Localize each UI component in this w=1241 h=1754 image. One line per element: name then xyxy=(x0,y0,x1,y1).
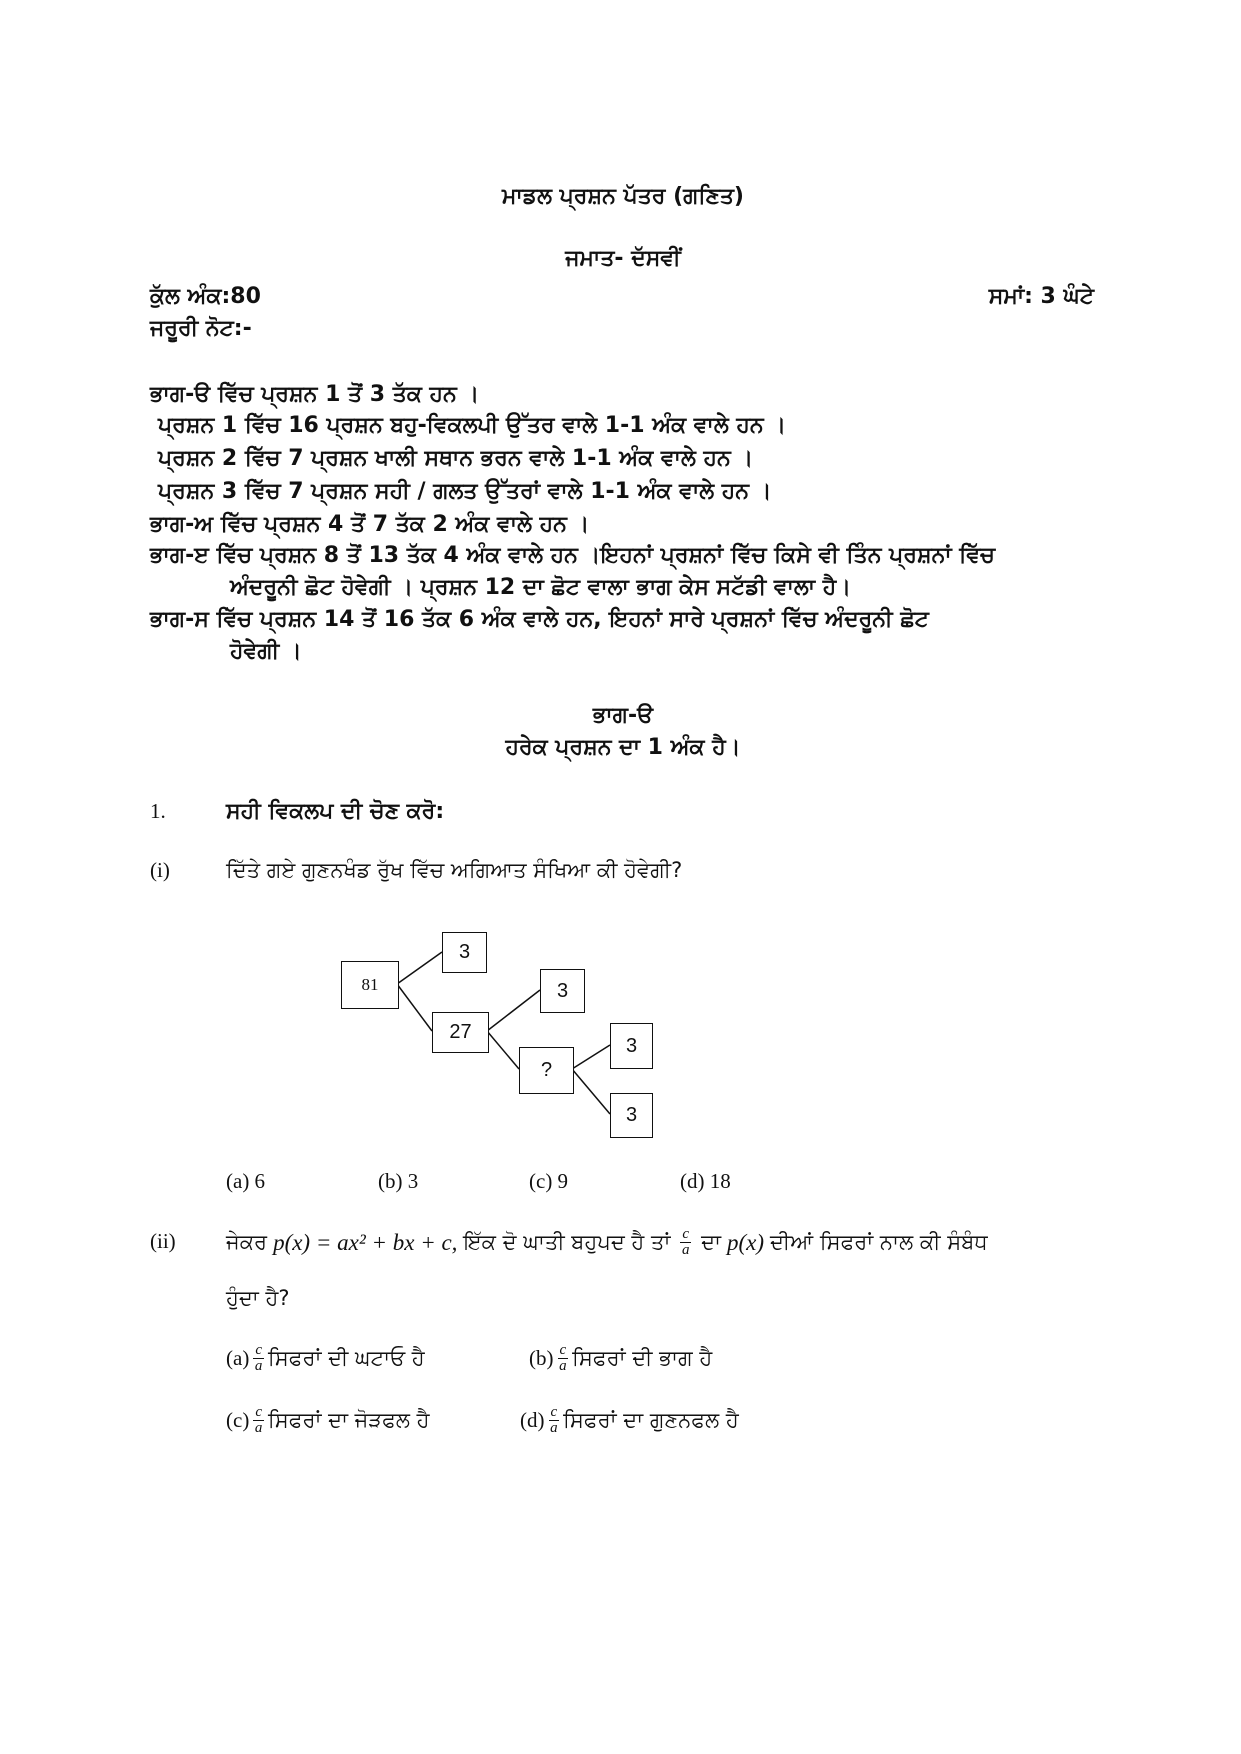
fraction-c-over-a: $\frac{c}{a}$ xyxy=(254,1403,263,1436)
subquestion-text-line2: ਹੁੰਦਾ ਹੈ? xyxy=(226,1286,290,1310)
option-b: (b) 3 xyxy=(378,1169,419,1193)
total-marks: ਕੁੱਲ ਅੰਕ:80 xyxy=(150,284,261,309)
px: p(x) xyxy=(726,1229,765,1255)
subquestion-label: (ii) xyxy=(150,1229,176,1253)
fraction-c-over-a: $\frac{c}{a}$ xyxy=(550,1403,558,1436)
fraction-c-over-a: $\frac{c}{a}$ xyxy=(559,1341,567,1374)
section-subtitle: ਹਰੇਕ ਪ੍ਰਸ਼ਨ ਦਾ 1 ਅੰਕ ਹੈ। xyxy=(505,735,741,760)
tree-node-unknown: ? xyxy=(519,1047,574,1094)
note-label: ਜਰੂਰੀ ਨੋਟ:- xyxy=(150,316,252,341)
note-line: ਭਾਗ-ੳ ਵਿੱਚ ਪ੍ਰਸ਼ਨ 1 ਤੋਂ 3 ਤੱਕ ਹਨ । xyxy=(150,382,480,407)
note-line: ਪ੍ਰਸ਼ਨ 1 ਵਿੱਚ 16 ਪ੍ਰਸ਼ਨ ਬਹੁ-ਵਿਕਲਪੀ ਉੱਤਰ ਵਾਲੇ 1-1 ਅੰਕ ਵਾਲੇ ਹਨ । xyxy=(158,413,787,438)
note-line: ਪ੍ਰਸ਼ਨ 2 ਵਿੱਚ 7 ਪ੍ਰਸ਼ਨ ਖਾਲੀ ਸਥਾਨ ਭਰਨ ਵਾਲੇ 1-1 ਅੰਕ ਵਾਲੇ ਹਨ । xyxy=(158,446,754,471)
note-line: ਪ੍ਰਸ਼ਨ 3 ਵਿੱਚ 7 ਪ੍ਰਸ਼ਨ ਸਹੀ / ਗਲਤ ਉੱਤਰਾਂ ਵਾਲੇ 1-1 ਅੰਕ ਵਾਲੇ ਹਨ । xyxy=(158,479,772,504)
subquestion-text xyxy=(226,1222,988,1262)
option-c: (c) 9 xyxy=(529,1169,569,1193)
polynomial: p(x) = ax² + bx + c, xyxy=(273,1229,458,1255)
tree-node: 3 xyxy=(610,1093,653,1138)
note-line: ਭਾਗ-ਅ ਵਿੱਚ ਪ੍ਰਸ਼ਨ 4 ਤੋਂ 7 ਤੱਕ 2 ਅੰਕ ਵਾਲੇ ਹਨ । xyxy=(150,512,590,537)
option-c: (c) $\frac{c}{a}$ ਸਿਫਰਾਂ ਦਾ ਜੋੜਫਲ ਹੈ xyxy=(226,1403,430,1436)
fraction-c-over-a: $\frac{c}{a}$ xyxy=(681,1225,690,1258)
tree-node: 3 xyxy=(610,1023,653,1069)
note-line: ਅੰਦਰੂਨੀ ਛੋਟ ਹੋਵੇਗੀ । ਪ੍ਰਸ਼ਨ 12 ਦਾ ਛੋਟ ਵਾਲਾ ਭਾਗ ਕੇਸ ਸਟੱਡੀ ਵਾਲਾ ਹੈ। xyxy=(230,575,852,600)
option-b: (b) $\frac{c}{a}$ ਸਿਫਰਾਂ ਦੀ ਭਾਗ ਹੈ xyxy=(529,1341,713,1374)
text: ਦੀਆਂ ਸਿਫਰਾਂ ਨਾਲ ਕੀ ਸੰਬੰਧ xyxy=(770,1229,988,1254)
option-a: (a) $\frac{c}{a}$ ਸਿਫਰਾਂ ਦੀ ਘਟਾਓ ਹੈ xyxy=(226,1341,425,1374)
question-number: 1. xyxy=(150,799,166,823)
note-line: ਭਾਗ-ੲ ਵਿੱਚ ਪ੍ਰਸ਼ਨ 8 ਤੋਂ 13 ਤੱਕ 4 ਅੰਕ ਵਾਲੇ ਹਨ ।ਇਹਨਾਂ ਪ੍ਰਸ਼ਨਾਂ ਵਿੱਚ ਕਿਸੇ ਵੀ ਤਿੰਨ ਪ੍ਰਸ਼ਨਾਂ ਵਿੱਚ xyxy=(150,543,995,568)
text: ਇੱਕ ਦੋ ਘਾਤੀ ਬਹੁਪਦ ਹੈ ਤਾਂ xyxy=(463,1229,671,1254)
option-a: (a) 6 xyxy=(226,1169,266,1193)
page-title: ਮਾਡਲ ਪ੍ਰਸ਼ਨ ਪੱਤਰ (ਗਣਿਤ) xyxy=(502,184,744,209)
option-d: (d) 18 xyxy=(680,1169,731,1193)
text: ਜੇਕਰ xyxy=(226,1229,268,1254)
subquestion-label: (i) xyxy=(150,858,170,882)
section-title: ਭਾਗ-ੳ xyxy=(592,703,654,728)
fraction-c-over-a: $\frac{c}{a}$ xyxy=(254,1341,263,1374)
question-instruction: ਸਹੀ ਵਿਕਲਪ ਦੀ ਚੋਣ ਕਰੋ: xyxy=(226,799,445,824)
option-d: (d) $\frac{c}{a}$ ਸਿਫਰਾਂ ਦਾ ਗੁਣਨਫਲ ਹੈ xyxy=(520,1403,739,1436)
class-label: ਜਮਾਤ- ਦੱਸਵੀਂ xyxy=(565,246,681,271)
tree-node: 3 xyxy=(540,969,585,1013)
tree-node: 27 xyxy=(432,1012,489,1053)
text: ਦਾ xyxy=(701,1229,721,1254)
time-allowed: ਸਮਾਂ: 3 ਘੰਟੇ xyxy=(988,284,1094,309)
note-line: ਭਾਗ-ਸ ਵਿੱਚ ਪ੍ਰਸ਼ਨ 14 ਤੋਂ 16 ਤੱਕ 6 ਅੰਕ ਵਾਲੇ ਹਨ, ਇਹਨਾਂ ਸਾਰੇ ਪ੍ਰਸ਼ਨਾਂ ਵਿੱਚ ਅੰਦਰੂਨੀ ਛੋਟ xyxy=(150,607,929,632)
note-line: ਹੋਵੇਗੀ । xyxy=(230,639,302,664)
tree-node: 3 xyxy=(442,932,487,973)
tree-node-root: 81 xyxy=(341,961,399,1009)
subquestion-text: ਦਿੱਤੇ ਗਏ ਗੁਣਨਖੰਡ ਰੁੱਖ ਵਿੱਚ ਅਗਿਆਤ ਸੰਖਿਆ ਕੀ ਹੋਵੇਗੀ? xyxy=(226,858,683,882)
